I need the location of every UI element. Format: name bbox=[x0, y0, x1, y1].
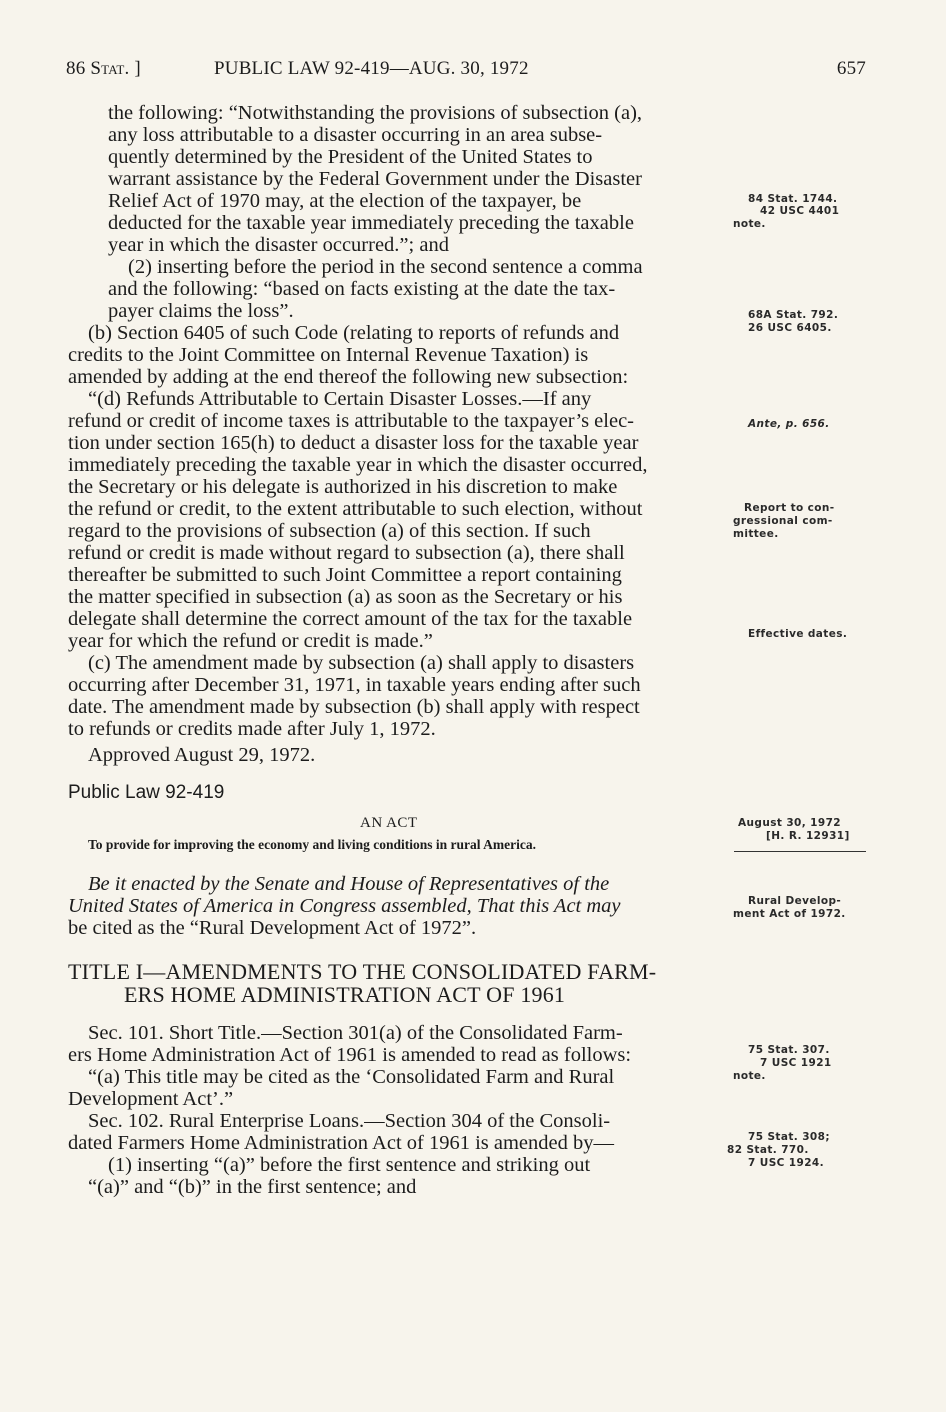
body-line: occurring after December 31, 1971, in taxable years ending after such bbox=[68, 674, 641, 696]
margin-note: Ante, p. 656. bbox=[748, 418, 830, 430]
enacting-clause-line: Be it enacted by the Senate and House of Representatives of the bbox=[88, 873, 610, 895]
body-line: refund or credit is made without regard to subsection (a), there shall bbox=[68, 542, 625, 564]
body-line: any loss attributable to a disaster occurring in an area subse- bbox=[108, 124, 603, 146]
enacting-clause-line: United States of America in Congress assembled, That this Act may bbox=[68, 895, 621, 917]
margin-note: Rural Develop- bbox=[748, 895, 842, 907]
body-line: the following: “Notwithstanding the provisions of subsection (a), bbox=[108, 102, 643, 124]
body-line: immediately preceding the taxable year in which the disaster occurred, bbox=[68, 454, 648, 476]
margin-note: 84 Stat. 1744. bbox=[748, 193, 838, 205]
margin-note: mittee. bbox=[733, 528, 779, 540]
margin-note: 42 USC 4401 bbox=[760, 205, 840, 217]
approval-date: Approved August 29, 1972. bbox=[88, 744, 316, 766]
body-line: credits to the Joint Committee on Internal Revenue Taxation) is bbox=[68, 344, 589, 366]
act-purpose: To provide for improving the economy and living conditions in rural America. bbox=[88, 837, 537, 852]
body-line: the Secretary or his delegate is authorized in his discretion to make bbox=[68, 476, 618, 498]
title-heading-line: TITLE I—AMENDMENTS TO THE CONSOLIDATED FARM- bbox=[68, 959, 657, 984]
an-act-label: AN ACT bbox=[360, 815, 418, 831]
body-line: thereafter be submitted to such Joint Committee a report containing bbox=[68, 564, 622, 586]
body-line: warrant assistance by the Federal Government under the Disaster bbox=[108, 168, 642, 190]
body-line: regard to the provisions of subsection (a) of this section. If such bbox=[68, 520, 591, 542]
margin-note: 26 USC 6405. bbox=[748, 322, 832, 334]
body-line: (2) inserting before the period in the second sentence a comma bbox=[128, 256, 643, 278]
margin-note: 75 Stat. 307. bbox=[748, 1044, 830, 1056]
body-line: deducted for the taxable year immediately preceding the taxable bbox=[108, 212, 634, 234]
body-line: “(d) Refunds Attributable to Certain Disaster Losses.—If any bbox=[88, 388, 592, 410]
public-law-title: Public Law 92-419 bbox=[68, 782, 225, 803]
body-line: the refund or credit, to the extent attributable to such election, without bbox=[68, 498, 643, 520]
body-line: payer claims the loss”. bbox=[108, 300, 294, 322]
section-line: Sec. 102. Rural Enterprise Loans.—Section 304 of the Consoli- bbox=[88, 1110, 611, 1132]
body-line: quently determined by the President of the United States to bbox=[108, 146, 593, 168]
body-line: refund or credit of income taxes is attributable to the taxpayer’s elec- bbox=[68, 410, 634, 432]
body-line: date. The amendment made by subsection (b) shall apply with respect bbox=[68, 696, 640, 718]
body-line: tion under section 165(h) to deduct a disaster loss for the taxable year bbox=[68, 432, 639, 454]
margin-note: note. bbox=[733, 1070, 766, 1082]
stat-volume: 86 Stat. ] bbox=[66, 58, 141, 79]
section-line: Sec. 101. Short Title.—Section 301(a) of the Consolidated Farm- bbox=[88, 1022, 623, 1044]
margin-note: note. bbox=[733, 218, 766, 230]
page-number: 657 bbox=[836, 58, 866, 79]
body-line: amended by adding at the end thereof the following new subsection: bbox=[68, 366, 629, 388]
title-heading-line: ERS HOME ADMINISTRATION ACT OF 1961 bbox=[124, 982, 566, 1007]
margin-note: gressional com- bbox=[733, 515, 833, 527]
body-line: year for which the refund or credit is made.” bbox=[68, 630, 433, 652]
body-line: year in which the disaster occurred.”; and bbox=[108, 234, 449, 256]
section-line: Development Act’.” bbox=[68, 1088, 234, 1110]
body-line: (b) Section 6405 of such Code (relating to reports of refunds and bbox=[88, 322, 620, 344]
margin-note: 7 USC 1921 bbox=[760, 1057, 832, 1069]
margin-note: ment Act of 1972. bbox=[733, 908, 846, 920]
section-line: ers Home Administration Act of 1961 is amended to read as follows: bbox=[68, 1044, 632, 1066]
body-line: the matter specified in subsection (a) as soon as the Secretary or his bbox=[68, 586, 623, 608]
body-line: Relief Act of 1970 may, at the election of the taxpayer, be bbox=[108, 190, 582, 212]
margin-note: 75 Stat. 308; bbox=[748, 1131, 830, 1143]
section-line: dated Farmers Home Administration Act of 1961 is amended by— bbox=[68, 1132, 615, 1154]
margin-note: 82 Stat. 770. bbox=[727, 1144, 809, 1156]
margin-note: Effective dates. bbox=[748, 628, 848, 640]
section-line: “(a)” and “(b)” in the first sentence; and bbox=[88, 1176, 417, 1198]
section-line: “(a) This title may be cited as the ‘Consolidated Farm and Rural bbox=[88, 1066, 615, 1088]
body-line: and the following: “based on facts existing at the date the tax- bbox=[108, 278, 616, 300]
law-and-date: PUBLIC LAW 92-419—AUG. 30, 1972 bbox=[214, 58, 529, 79]
body-line: (c) The amendment made by subsection (a) shall apply to disasters bbox=[88, 652, 635, 674]
enacting-clause-line: be cited as the “Rural Development Act of 1972”. bbox=[68, 917, 477, 939]
running-header bbox=[66, 58, 866, 84]
bill-number-note: [H. R. 12931] bbox=[766, 830, 850, 842]
body-line: to refunds or credits made after July 1, 1972. bbox=[68, 718, 436, 740]
enactment-date-note: August 30, 1972 bbox=[738, 817, 841, 829]
margin-rule bbox=[734, 851, 866, 852]
margin-note: 7 USC 1924. bbox=[748, 1157, 825, 1169]
margin-note: Report to con- bbox=[744, 502, 835, 514]
body-line: delegate shall determine the correct amount of the tax for the taxable bbox=[68, 608, 633, 630]
section-line: (1) inserting “(a)” before the first sentence and striking out bbox=[108, 1154, 591, 1176]
margin-note: 68A Stat. 792. bbox=[748, 309, 839, 321]
